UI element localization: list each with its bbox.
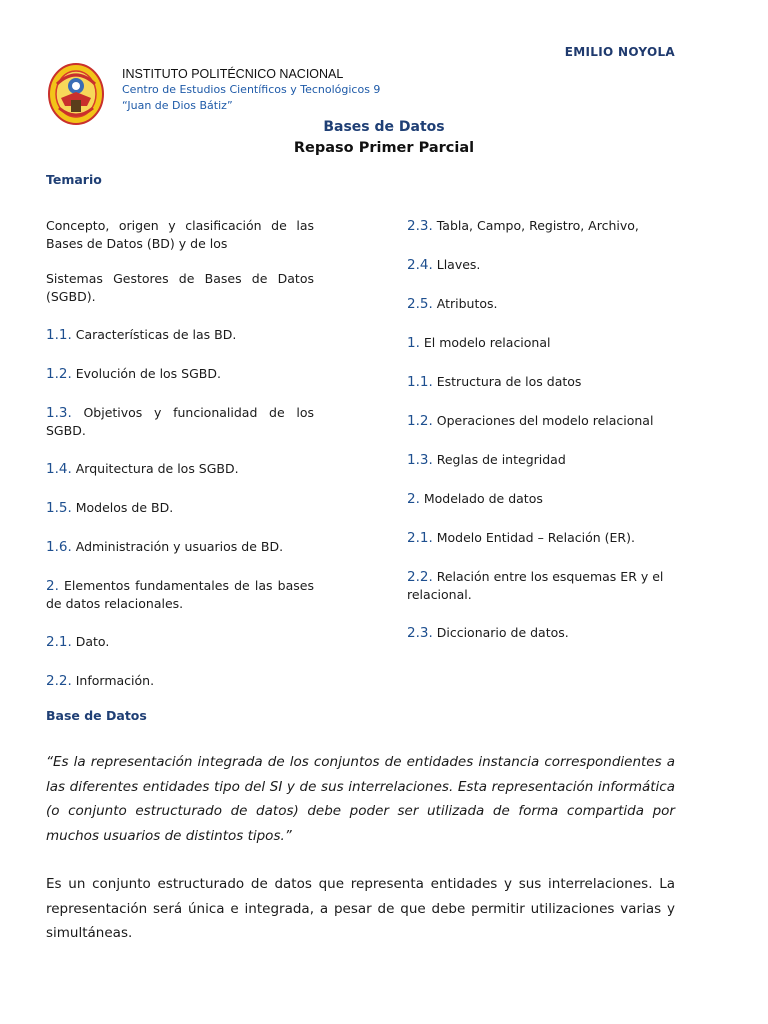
list-item: 2. Elementos fundamentales de las bases de datos relacionales. [46,578,314,611]
center-name: Centro de Estudios Científicos y Tecnológicos 9 [122,83,381,96]
list-item: 2.1. Modelo Entidad – Relación (ER). [407,530,635,546]
document-subtitle: Repaso Primer Parcial [293,140,475,156]
definition-paragraph: Es un conjunto estructurado de datos que representa entidades y sus interrelaciones. La representación será única e integrada, a pesar de que debe permitir utilizaciones varias y simultáneas. [46,876,675,941]
list-item: 2.1. Dato. [46,634,110,650]
temario-heading: Temario [46,172,102,187]
list-item: Concepto, origen y clasificación de las Bases de Datos (BD) y de los [46,218,314,251]
list-item: 2. Modelado de datos [407,491,543,507]
list-item: 1.5. Modelos de BD. [46,500,174,516]
list-item: 2.2. Relación entre los esquemas ER y el relacional. [407,569,664,602]
list-item: 2.5. Atributos. [407,296,498,312]
list-item: 1.2. Operaciones del modelo relacional [407,413,654,429]
temario-left-column [46,217,314,711]
list-item: 1.1. Estructura de los datos [407,374,582,390]
definition-quote: “Es la representación integrada de los conjuntos de entidades instancia correspondientes a las diferentes entidades tipo del SI y de sus interrelaciones. Esta representación informática (o conjunto estructurado de datos) debe poder ser utilizada de forma compartida por muchos usuarios de distintos tipos.” [46,754,675,844]
list-item: 1.3. Reglas de integridad [407,452,566,468]
list-item: 1.4. Arquitectura de los SGBD. [46,461,239,477]
institution-logo [47,62,105,126]
list-item: 1. El modelo relacional [407,335,551,351]
temario-right-column [407,217,697,663]
center-patron: “Juan de Dios Bátiz” [122,99,233,112]
institution-block [122,66,380,114]
list-item: 1.2. Evolución de los SGBD. [46,366,221,382]
base-datos-heading: Base de Datos [46,708,147,723]
list-item: 2.2. Información. [46,673,155,689]
list-item: 1.6. Administración y usuarios de BD. [46,539,284,555]
list-item: 1.1. Características de las BD. [46,327,237,343]
list-item: 1.3. Objetivos y funcionalidad de los SGBD. [46,405,314,438]
list-item: 2.3. Tabla, Campo, Registro, Archivo, [407,218,639,234]
document-title: Bases de Datos [323,119,445,135]
list-item: 2.4. Llaves. [407,257,481,273]
list-item: Sistemas Gestores de Bases de Datos (SGBD). [46,271,314,304]
author-name: EMILIO NOYOLA [564,45,675,59]
institution-name: INSTITUTO POLITÉCNICO NACIONAL [122,67,344,81]
list-item: 2.3. Diccionario de datos. [407,625,569,641]
